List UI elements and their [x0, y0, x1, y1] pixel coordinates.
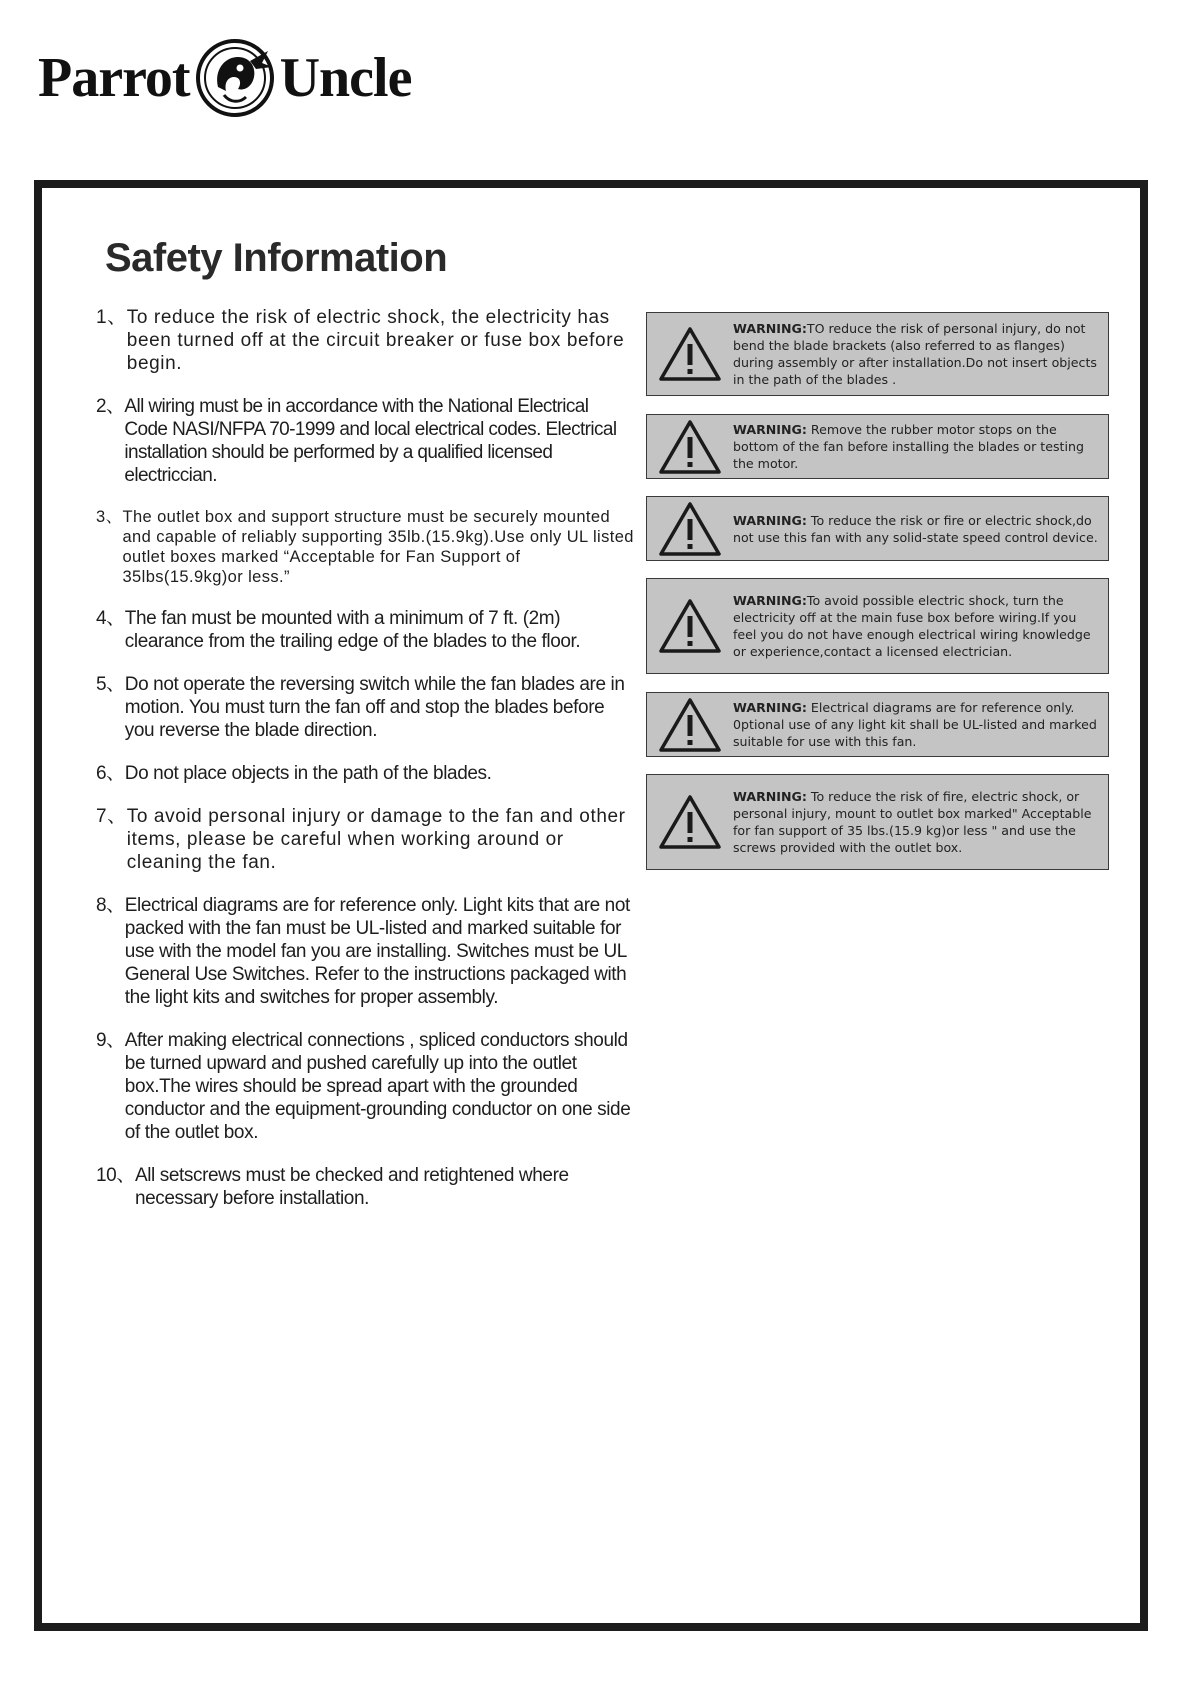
warning-text — [733, 415, 1108, 478]
warning-text — [733, 506, 1108, 552]
warning-label: WARNING: — [733, 593, 807, 608]
item-text: All setscrews must be checked and retightened where necessary before installation. — [134, 1165, 569, 1209]
warning-label: WARNING: — [733, 700, 807, 715]
warning-box — [646, 774, 1109, 870]
item-number: 4、 — [96, 608, 125, 629]
warning-body: To reduce the risk of fire, electric shock, or personal injury, mount to outlet box marked" Acceptable for fan support of 35 lbs.(15.9 kg)or less " and use the screws provided with the outlet box. — [733, 789, 1092, 855]
brand-word-right: Uncle — [279, 47, 412, 109]
item-number: 2、 — [96, 396, 125, 417]
safety-list — [96, 306, 636, 1210]
brand-word-left: Parrot — [38, 47, 190, 109]
list-item — [96, 673, 636, 742]
item-text: Do not operate the reversing switch while the fan blades are in motion. You must turn the fan off and stop the blades before you reverse the blade direction. — [124, 674, 625, 741]
item-text: The outlet box and support structure must be securely mounted and capable of reliably supporting 35lb.(15.9kg).Use only UL listed outlet boxes marked “Acceptable for Fan Support of 35lbs(15.9kg)or less.” — [122, 508, 634, 586]
warning-label: WARNING: — [733, 321, 807, 336]
item-text: After making electrical connections , spliced conductors should be turned upward and pushed carefully up into the outlet box.The wires should be spread apart with the grounded conductor and the equipment-grounding conductor on one side of the outlet box. — [124, 1030, 631, 1143]
warning-text — [733, 586, 1108, 666]
item-number: 10、 — [96, 1165, 135, 1186]
item-text: To avoid personal injury or damage to the fan and other items, please be careful when working around or cleaning the fan. — [126, 806, 626, 873]
item-number: 7、 — [96, 806, 127, 827]
warning-box — [646, 414, 1109, 479]
warning-body: To reduce the risk or fire or electric shock,do not use this fan with any solid-state speed control device. — [733, 512, 1098, 545]
list-item — [96, 762, 636, 785]
item-number: 8、 — [96, 895, 125, 916]
list-item — [96, 306, 636, 375]
warning-triangle-icon — [647, 794, 733, 850]
item-text: Do not place objects in the path of the blades. — [124, 763, 492, 784]
page-title: Safety Information — [105, 236, 448, 280]
item-number: 1、 — [96, 307, 127, 328]
warning-triangle-icon — [647, 326, 733, 382]
item-text: All wiring must be in accordance with the National Electrical Code NASI/NFPA 70-1999 and local electrical codes. Electrical installation should be performed by a qualified licensed electriccian. — [124, 396, 617, 486]
warning-body: Electrical diagrams are for reference only. 0ptional use of any light kit shall be UL-listed and marked suitable for use with this fan. — [733, 700, 1097, 749]
warning-triangle-icon — [647, 501, 733, 557]
item-number: 5、 — [96, 674, 125, 695]
list-item — [96, 805, 636, 874]
item-text: The fan must be mounted with a minimum of 7 ft. (2m) clearance from the trailing edge of the blades to the floor. — [124, 608, 581, 652]
warning-label: WARNING: — [733, 789, 807, 804]
list-item — [96, 607, 636, 653]
list-item — [96, 894, 636, 1009]
item-number: 3、 — [96, 508, 123, 526]
warning-text — [733, 314, 1108, 394]
warning-box — [646, 496, 1109, 561]
warning-triangle-icon — [647, 598, 733, 654]
item-number: 6、 — [96, 763, 125, 784]
list-item — [96, 395, 636, 487]
warning-label: WARNING: — [733, 422, 807, 437]
parrot-emblem-icon — [194, 37, 276, 119]
warning-box — [646, 692, 1109, 757]
brand-logo — [38, 38, 411, 118]
item-text: To reduce the risk of electric shock, the electricity has been turned off at the circuit breaker or fuse box before begin. — [126, 307, 625, 374]
list-item — [96, 1164, 636, 1210]
warning-triangle-icon — [647, 697, 733, 753]
warning-body: Remove the rubber motor stops on the bottom of the fan before installing the blades or testing the motor. — [733, 422, 1084, 471]
warning-triangle-icon — [647, 419, 733, 475]
warning-body: TO reduce the risk of personal injury, do not bend the blade brackets (also referred to as flanges) during assembly or after installation.Do not insert objects in the path of the blades . — [733, 321, 1097, 387]
warning-text — [733, 693, 1108, 756]
list-item — [96, 1029, 636, 1144]
item-text: Electrical diagrams are for reference only. Light kits that are not packed with the fan must be UL-listed and marked suitable for use with the model fan you are installing. Switches must be UL General Use Switches. Refer to the instructions packaged with the light kits and switches for proper assembly. — [124, 895, 630, 1008]
warning-box — [646, 312, 1109, 396]
warning-text — [733, 782, 1108, 862]
warning-box — [646, 578, 1109, 674]
warning-label: WARNING: — [733, 512, 807, 528]
warning-body: To avoid possible electric shock, turn the electricity off at the main fuse box before wiring.If you feel you do not have enough electrical wiring knowledge or experience,contact a licensed electrician. — [733, 593, 1091, 659]
item-number: 9、 — [96, 1030, 125, 1051]
list-item — [96, 507, 636, 587]
